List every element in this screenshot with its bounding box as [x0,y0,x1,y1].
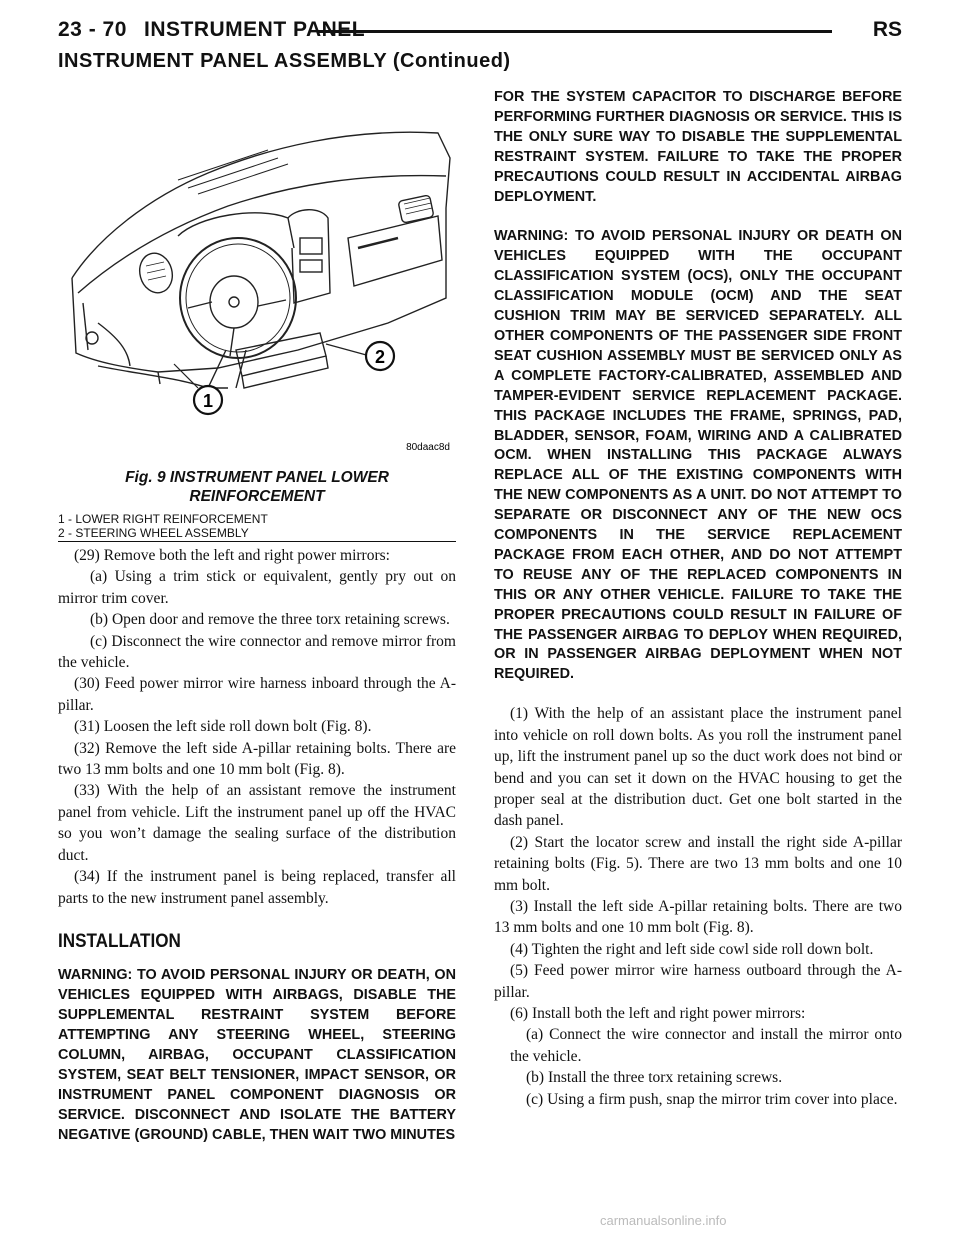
legend-item-1: 1 - LOWER RIGHT REINFORCEMENT [58,512,268,526]
image-code: 80daac8d [406,442,450,453]
figure-caption [58,468,456,506]
callout-2-label: 2 [374,347,386,367]
step-30: (30) Feed power mirror wire harness inboard through the A-pillar. [58,675,456,714]
install-step-6c: (c) Using a firm push, snap the mirror trim cover into place. [526,1090,898,1108]
left-column [58,545,456,1145]
install-step-5: (5) Feed power mirror wire harness outboard through the A-pillar. [494,962,902,1001]
step-29: (29) Remove both the left and right power mirrors: [74,547,390,564]
figure-illustration [58,88,456,460]
step-29c: (c) Disconnect the wire connector and remove mirror from the vehicle. [58,632,456,672]
install-step-3: (3) Install the left side A-pillar retaining bolts. There are two 13 mm bolts and one 10 mm bolt (Fig. 8). [494,897,902,937]
figure-legend [58,512,268,540]
legend-item-2: 2 - STEERING WHEEL ASSEMBLY [58,526,249,540]
step-29a: (a) Using a trim stick or equivalent, gently pry out on mirror trim cover. [58,568,456,607]
footer-watermark: carmanualsonline.info [600,1213,727,1228]
step-32: (32) Remove the left side A-pillar retaining bolts. There are two 13 mm bolts and one 10 mm bolt (Fig. 8). [58,739,456,779]
install-step-6: (6) Install both the left and right power mirrors: [510,1004,806,1022]
instrument-panel-drawing [58,88,456,460]
step-33: (33) With the help of an assistant remove the instrument panel from vehicle. Lift the instrument panel up off the HVAC so you won’t damage the sealing surface of the distribution duct. [58,782,456,864]
install-step-2: (2) Start the locator screw and install the right side A-pillar retaining bolts (Fig. 5). There are two 13 mm bolts and one 10 mm bolt. [494,833,902,894]
ocs-warning: WARNING: TO AVOID PERSONAL INJURY OR DEATH ON VEHICLES EQUIPPED WITH THE OCCUPANT CLASSIFICATION SYSTEM (OCS), ONLY THE OCCUPANT CLASSIFICATION MODULE (OCM) AND THE SEAT CUSHION TRIM MAY BE SERVICED SEPARATELY. ALL OTHER COMPONENTS OF THE PASSENGER SIDE FRONT SEAT CUSHION ASSEMBLY MUST BE SERVICED ONLY AS A COMPLETE FACTORY-CALIBRATED, ASSEMBLED AND TAMPER-EVIDENT SERVICE REPLACEMENT PACKAGE. THIS PACKAGE INCLUDES THE FRAME, SPRINGS, PAD, BLADDER, SENSOR, FOAM, WIRING AND A CALIBRATED OCM. WHEN INSTALLING THIS PACKAGE ALWAYS REPLACE ALL OF THE EXISTING COMPONENTS WITH THE NEW COMPONENTS AS A UNIT. DO NOT ATTEMPT TO SEPARATE OR DISCONNECT ANY OF THE NEW OCS COMPONENTS IN THE SERVICE REPLACEMENT PACKAGE FROM EACH OTHER, AND DO NOT ATTEMPT TO REUSE ANY OF THE REPLACED COMPONENTS IN THIS OR ANY OTHER VEHICLE. FAILURE TO TAKE THE PROPER PRECAUTIONS COULD RESULT IN FAILURE OF THE PASSENGER AIRBAG TO DEPLOY WHEN REQUIRED, OR IN PASSENGER AIRBAG DEPLOYMENT WHEN NOT REQUIRED. [494,228,902,683]
install-step-6a: (a) Connect the wire connector and install the mirror onto the vehicle. [510,1026,902,1065]
install-step-6b: (b) Install the three torx retaining screws. [526,1069,783,1087]
step-31: (31) Loosen the left side roll down bolt (Fig. 8). [74,718,372,736]
install-step-4: (4) Tighten the right and left side cowl side roll down bolt. [510,940,874,958]
figure-rule [58,541,456,542]
page-number: 23 - 70 [58,18,127,41]
airbag-warning-continued: FOR THE SYSTEM CAPACITOR TO DISCHARGE BEFORE PERFORMING FURTHER DIAGNOSIS OR SERVICE. THIS IS THE ONLY SURE WAY TO DISABLE THE SUPPLEMENTAL RESTRAINT SYSTEM. FAILURE TO TAKE THE PROPER PRECAUTIONS COULD RESULT IN ACCIDENTAL AIRBAG DEPLOYMENT. [494,89,902,205]
page-subtitle: INSTRUMENT PANEL ASSEMBLY (Continued) [58,50,511,72]
section-title: INSTRUMENT PANEL [144,18,373,42]
right-column [494,88,902,1110]
step-29b: (b) Open door and remove the three torx retaining screws. [90,611,450,629]
installation-heading: INSTALLATION [58,930,181,952]
figure-caption-line2: REINFORCEMENT [189,488,325,505]
airbag-warning: WARNING: TO AVOID PERSONAL INJURY OR DEATH, ON VEHICLES EQUIPPED WITH AIRBAGS, DISABLE THE SUPPLEMENTAL RESTRAINT SYSTEM BEFORE ATTEMPTING ANY STEERING WHEEL, STEERING COLUMN, AIRBAG, OCCUPANT CLASSIFICATION SYSTEM, SEAT BELT TENSIONER, IMPACT SENSOR, OR INSTRUMENT PANEL COMPONENT DIAGNOSIS OR SERVICE. DISCONNECT AND ISOLATE THE BATTERY NEGATIVE (GROUND) CABLE, THEN WAIT TWO MINUTES [58,967,456,1143]
install-step-1: (1) With the help of an assistant place the instrument panel into vehicle on roll down bolts. As you roll the instrument panel up, lift the instrument panel up so the duct work does not bind or bend and you can set it down on the HVAC housing to get the proper seal at the distribution duct. Get one bolt started in the dash panel. [494,705,902,830]
callout-1-label: 1 [202,391,214,411]
figure-caption-line1: Fig. 9 INSTRUMENT PANEL LOWER [125,469,389,486]
header-rule [318,30,832,33]
step-34: (34) If the instrument panel is being replaced, transfer all parts to the new instrument panel assembly. [58,868,456,907]
page-header [58,18,902,48]
model-code: RS [872,18,902,41]
